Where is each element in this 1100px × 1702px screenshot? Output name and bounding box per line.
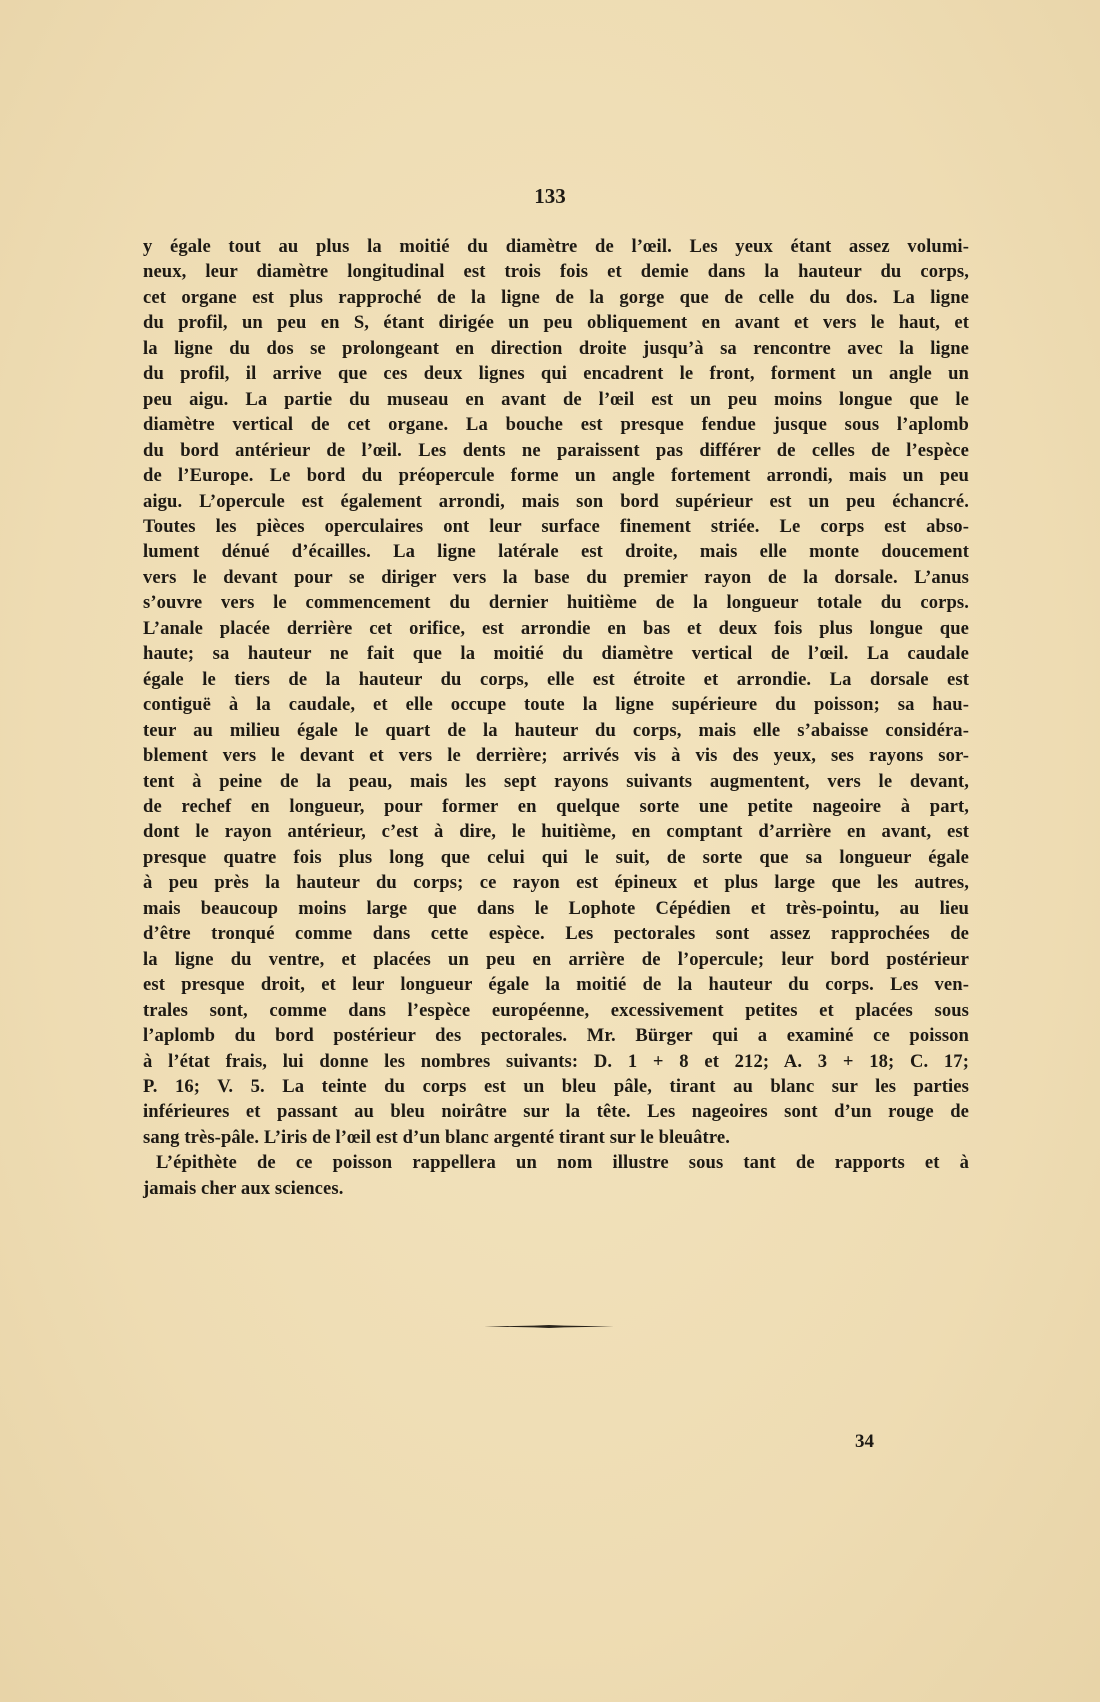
text-line: L’anale placée derrière cet orifice, est arrondie en bas et deux fois plus longue que [143,617,969,639]
text-line: haute; sa hauteur ne fait que la moitié du diamètre vertical de l’œil. La caudale [143,643,969,665]
text-line: sang très-pâle. L’iris de l’œil est d’un blanc argenté tirant sur le bleuâtre. [143,1126,730,1148]
text-line: Toutes les pièces operculaires ont leur surface finement striée. Le corps est abso- [143,515,969,537]
text-line: dont le rayon antérieur, c’est à dire, le huitième, en comptant d’arrière en avant, est [143,821,969,843]
text-line: trales sont, comme dans l’espèce européenne, excessivement petites et placées sous [143,999,969,1021]
text-line: est presque droit, et leur longueur égale la moitié de la hauteur du corps. Les ven- [143,974,969,996]
text-line: du bord antérieur de l’œil. Les dents ne paraissent pas différer de celles de l’espèce [143,439,969,461]
text-line: égale le tiers de la hauteur du corps, elle est étroite et arrondie. La dorsale est [143,668,969,690]
text-line: neux, leur diamètre longitudinal est trois fois et demie dans la hauteur du corps, [143,261,969,283]
text-line: contiguë à la caudale, et elle occupe toute la ligne supérieure du poisson; sa hau- [143,694,969,716]
text-line: P. 16; V. 5. La teinte du corps est un bleu pâle, tirant au blanc sur les parties [143,1075,969,1097]
text-line: vers le devant pour se diriger vers la base du premier rayon de la dorsale. L’anus [143,566,969,588]
text-line: à l’état frais, lui donne les nombres suivants: D. 1 + 8 et 212; A. 3 + 18; C. 17; [143,1050,969,1072]
body-text [143,234,969,1201]
section-separator [484,1325,614,1328]
signature-mark: 34 [855,1431,874,1452]
text-line: s’ouvre vers le commencement du dernier huitième de la longueur totale du corps. [143,592,969,614]
text-line: inférieures et passant au bleu noirâtre sur la tête. Les nageoires sont d’un rouge de [143,1101,969,1123]
text-line: mais beaucoup moins large que dans le Lophote Cépédien et très-pointu, au lieu [143,897,969,919]
text-line: du profil, un peu en S, étant dirigée un peu obliquement en avant et vers le haut, et [143,312,969,334]
text-line: peu aigu. La partie du museau en avant de l’œil est un peu moins longue que le [143,388,969,410]
text-line: y égale tout au plus la moitié du diamètre de l’œil. Les yeux étant assez volumi- [143,236,969,257]
paragraph-epithet [143,1150,969,1201]
text-line: à peu près la hauteur du corps; ce rayon est épineux et plus large que les autres, [143,872,969,894]
text-line: la ligne du dos se prolongeant en direction droite jusqu’à sa rencontre avec la ligne [143,337,969,359]
text-line: lument dénué d’écailles. La ligne latérale est droite, mais elle monte doucement [143,541,969,563]
text-line: l’aplomb du bord postérieur des pectorales. Mr. Bürger qui a examiné ce poisson [143,1025,969,1047]
text-line: teur au milieu égale le quart de la hauteur du corps, mais elle s’abaisse considéra- [143,719,969,741]
text-line: diamètre vertical de cet organe. La bouche est presque fendue jusque sous l’aplomb [143,414,969,436]
text-line: la ligne du ventre, et placées un peu en arrière de l’opercule; leur bord postérieur [143,948,969,970]
text-line: de rechef en longueur, pour former en quelque sorte une petite nageoire à part, [143,795,969,817]
text-line: d’être tronqué comme dans cette espèce. Les pectorales sont assez rapprochées de [143,923,969,945]
text-line: L’épithète de ce poisson rappellera un nom illustre sous tant de rapports et à [156,1152,969,1174]
paragraph-description [143,234,969,1150]
text-line: aigu. L’opercule est également arrondi, mais son bord supérieur est un peu échancré. [143,490,969,512]
text-line: jamais cher aux sciences. [143,1177,344,1199]
text-line: cet organe est plus rapproché de la ligne de la gorge que de celle du dos. La ligne [143,286,969,308]
text-line: tent à peine de la peau, mais les sept rayons suivants augmentent, vers le devant, [143,770,969,792]
text-line: de l’Europe. Le bord du préopercule forme un angle fortement arrondi, mais un peu [143,465,969,487]
text-line: du profil, il arrive que ces deux lignes qui encadrent le front, forment un angle un [143,363,969,385]
page-number: 133 [534,184,566,208]
text-line: presque quatre fois plus long que celui qui le suit, de sorte que sa longueur égale [143,846,969,868]
text-line: blement vers le devant et vers le derrière; arrivés vis à vis des yeux, ses rayons sor- [143,745,969,767]
